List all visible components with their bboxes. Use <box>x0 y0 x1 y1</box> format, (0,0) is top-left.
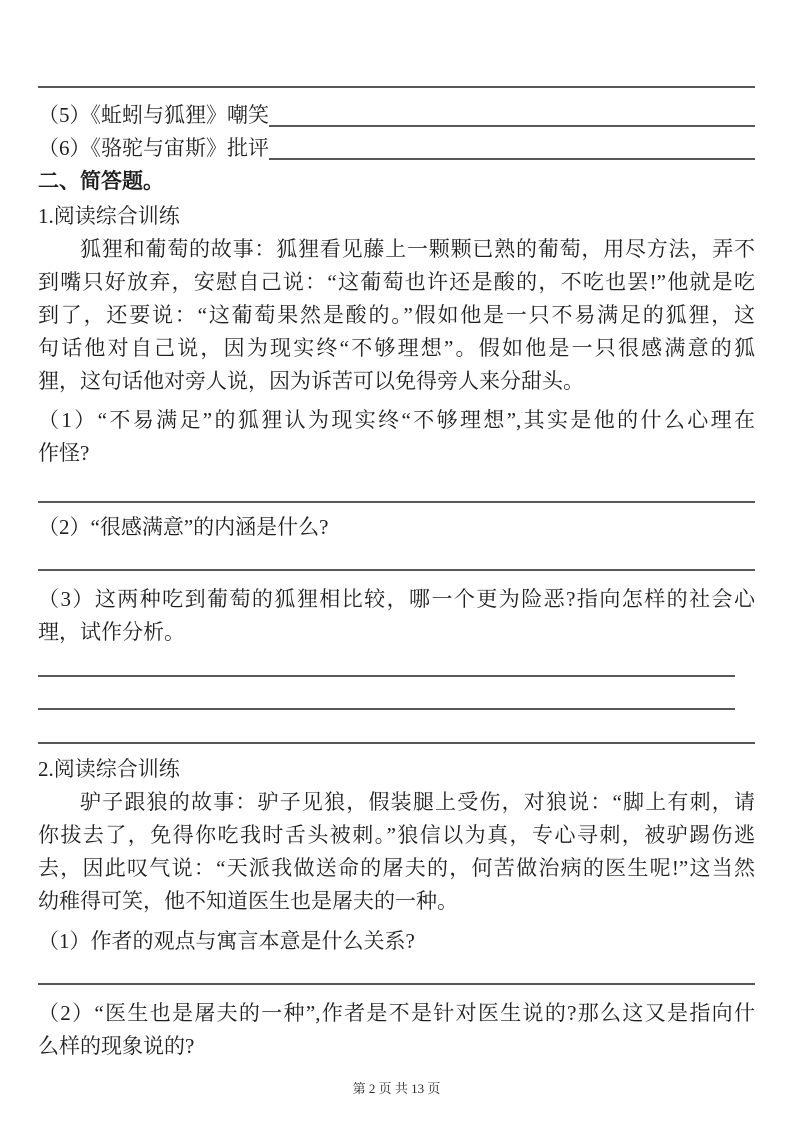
question-text: （1）“不易满足”的狐狸认为现实终“不够理想”,其实是他的什么心理在 <box>38 408 755 432</box>
fill-item-5 <box>38 99 755 132</box>
exercise2-question1: （1）作者的观点与寓言本意是什么关系? <box>38 929 415 953</box>
answer-line <box>38 569 755 571</box>
question-text: 么样的现象说的? <box>38 1034 195 1058</box>
story1-line: 句话他对自己说，因为现实终“不够理想”。假如他是一只很感满意的狐 <box>38 336 755 360</box>
story1-line: 狸，这句话他对旁人说，因为诉苦可以免得旁人来分甜头。 <box>38 369 584 393</box>
fill-item-6-label: （6）《骆驼与宙斯》批评 <box>38 136 269 160</box>
story2-line: 你拔去了，免得你吃我时舌头被刺。”狼信以为真，专心寻刺，被驴踢伤逃 <box>38 823 755 847</box>
section-heading: 二、简答题。 <box>38 169 164 193</box>
fill-item-5-blank-line <box>269 99 755 127</box>
question-text: （2）“医生也是屠夫的一种”,作者是不是针对医生说的?那么这又是指向什 <box>38 1001 755 1025</box>
exercise1-question2: （2）“很感满意”的内涵是什么? <box>38 515 329 539</box>
question-text: 作怪? <box>38 441 90 465</box>
exercise2-story <box>38 786 755 918</box>
exercise1-question1 <box>38 404 755 470</box>
fill-item-6-blank-line <box>269 132 755 160</box>
answer-line <box>38 501 755 503</box>
fill-item-5-label: （5）《蚯蚓与狐狸》嘲笑 <box>38 103 269 127</box>
question-text: 理，试作分析。 <box>38 620 185 644</box>
story2-line: 驴子跟狼的故事：驴子见狼，假装腿上受伤，对狼说：“脚上有刺，请 <box>80 790 755 814</box>
story1-line: 狐狸和葡萄的故事：狐狸看见藤上一颗颗已熟的葡萄，用尽方法，弄不 <box>80 237 755 261</box>
question-text: （3）这两种吃到葡萄的狐狸相比较，哪一个更为险恶?指向怎样的社会心 <box>38 587 755 611</box>
exercise2-question2 <box>38 997 755 1063</box>
story2-line: 幼稚得可笑，他不知道医生也是屠夫的一种。 <box>38 889 458 913</box>
answer-line <box>38 675 735 677</box>
exercise1-title: 1.阅读综合训练 <box>38 204 180 228</box>
exercise1-question3 <box>38 583 755 649</box>
section-separator-line <box>38 742 755 744</box>
answer-line <box>38 708 735 710</box>
answer-line <box>38 983 755 985</box>
page-number-footer: 第 2 页 共 13 页 <box>352 1081 441 1096</box>
fill-item-6 <box>38 132 755 165</box>
story2-line: 去，因此叹气说：“天派我做送命的屠夫的，何苦做治病的医生呢!”这当然 <box>38 856 755 880</box>
top-separator-line <box>38 86 755 88</box>
story1-line: 到嘴只好放弃，安慰自己说：“这葡萄也许还是酸的，不吃也罢!”他就是吃 <box>38 270 755 294</box>
story1-line: 到了，还要说：“这葡萄果然是酸的。”假如他是一只不易满足的狐狸，这 <box>38 303 755 327</box>
exercise2-title: 2.阅读综合训练 <box>38 757 180 781</box>
exercise1-story <box>38 233 755 398</box>
